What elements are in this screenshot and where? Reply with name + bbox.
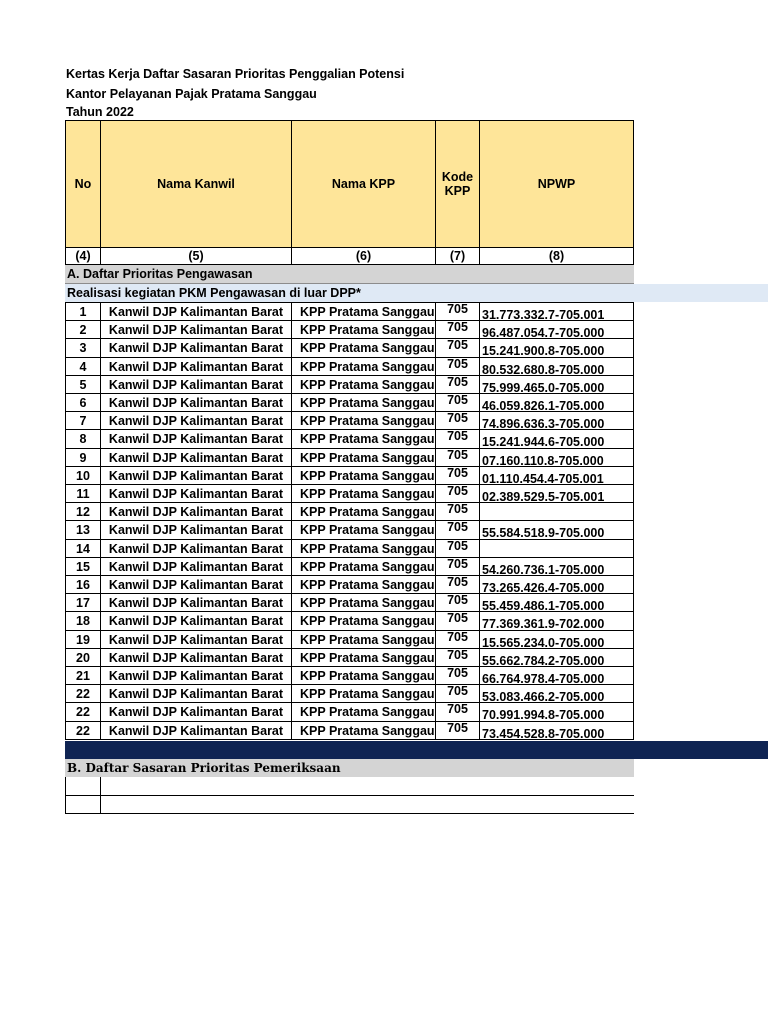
row-no: 1 xyxy=(65,302,101,321)
col-number-8: (8) xyxy=(479,247,634,265)
row-kanwil: Kanwil DJP Kalimantan Barat xyxy=(100,611,292,631)
row-kanwil: Kanwil DJP Kalimantan Barat xyxy=(100,429,292,449)
row-kode-kpp: 705 xyxy=(435,721,480,740)
row-npwp: 02.389.529.5-705.001 xyxy=(479,484,634,503)
row-kode-kpp: 705 xyxy=(435,502,480,521)
row-npwp: 96.487.054.7-705.000 xyxy=(479,320,634,339)
row-kode-kpp: 705 xyxy=(435,539,480,558)
row-kode-kpp: 705 xyxy=(435,411,480,430)
row-kanwil: Kanwil DJP Kalimantan Barat xyxy=(100,593,292,612)
row-no: 11 xyxy=(65,484,101,503)
header-kode-kpp: Kode KPP xyxy=(435,120,480,248)
row-npwp: 77.369.361.9-702.000 xyxy=(479,611,634,631)
row-npwp: 31.773.332.7-705.001 xyxy=(479,302,634,321)
row-npwp: 73.265.426.4-705.000 xyxy=(479,575,634,594)
section-a-heading: A. Daftar Prioritas Pengawasan xyxy=(65,265,634,284)
section-b-row-line xyxy=(65,795,634,796)
row-kpp: KPP Pratama Sanggau xyxy=(291,520,436,540)
row-kpp: KPP Pratama Sanggau xyxy=(291,575,436,594)
header-no: No xyxy=(65,120,101,248)
row-kanwil: Kanwil DJP Kalimantan Barat xyxy=(100,630,292,649)
row-kanwil: Kanwil DJP Kalimantan Barat xyxy=(100,539,292,558)
row-npwp: 46.059.826.1-705.000 xyxy=(479,393,634,412)
row-kode-kpp: 705 xyxy=(435,338,480,358)
row-npwp xyxy=(479,539,634,558)
row-kanwil: Kanwil DJP Kalimantan Barat xyxy=(100,557,292,576)
row-no: 6 xyxy=(65,393,101,412)
row-kode-kpp: 705 xyxy=(435,684,480,703)
office-title: Kantor Pelayanan Pajak Pratama Sanggau xyxy=(66,87,317,101)
row-kpp: KPP Pratama Sanggau xyxy=(291,611,436,631)
row-kanwil: Kanwil DJP Kalimantan Barat xyxy=(100,666,292,685)
row-kanwil: Kanwil DJP Kalimantan Barat xyxy=(100,338,292,358)
row-npwp: 80.532.680.8-705.000 xyxy=(479,357,634,376)
row-kpp: KPP Pratama Sanggau xyxy=(291,630,436,649)
row-kanwil: Kanwil DJP Kalimantan Barat xyxy=(100,375,292,394)
year-title: Tahun 2022 xyxy=(66,105,134,119)
row-no: 22 xyxy=(65,721,101,740)
row-npwp: 73.454.528.8-705.000 xyxy=(479,721,634,740)
row-kanwil: Kanwil DJP Kalimantan Barat xyxy=(100,648,292,667)
row-no: 15 xyxy=(65,557,101,576)
row-no: 22 xyxy=(65,702,101,722)
document-title: Kertas Kerja Daftar Sasaran Prioritas Penggalian Potensi xyxy=(66,67,405,81)
row-kode-kpp: 705 xyxy=(435,357,480,376)
row-npwp: 70.991.994.8-705.000 xyxy=(479,702,634,722)
row-no: 10 xyxy=(65,466,101,485)
row-kpp: KPP Pratama Sanggau xyxy=(291,320,436,339)
row-kode-kpp: 705 xyxy=(435,557,480,576)
row-npwp: 55.584.518.9-705.000 xyxy=(479,520,634,540)
row-kpp: KPP Pratama Sanggau xyxy=(291,666,436,685)
row-npwp: 15.565.234.0-705.000 xyxy=(479,630,634,649)
row-kode-kpp: 705 xyxy=(435,484,480,503)
row-kanwil: Kanwil DJP Kalimantan Barat xyxy=(100,320,292,339)
row-no: 7 xyxy=(65,411,101,430)
row-npwp: 53.083.466.2-705.000 xyxy=(479,684,634,703)
row-npwp: 55.662.784.2-705.000 xyxy=(479,648,634,667)
row-kode-kpp: 705 xyxy=(435,375,480,394)
row-kpp: KPP Pratama Sanggau xyxy=(291,429,436,449)
row-no: 18 xyxy=(65,611,101,631)
row-kpp: KPP Pratama Sanggau xyxy=(291,411,436,430)
row-kpp: KPP Pratama Sanggau xyxy=(291,539,436,558)
row-no: 19 xyxy=(65,630,101,649)
row-kanwil: Kanwil DJP Kalimantan Barat xyxy=(100,411,292,430)
row-no: 17 xyxy=(65,593,101,612)
row-npwp: 07.160.110.8-705.000 xyxy=(479,448,634,467)
row-npwp: 01.110.454.4-705.001 xyxy=(479,466,634,485)
row-npwp: 55.459.486.1-705.000 xyxy=(479,593,634,612)
row-kpp: KPP Pratama Sanggau xyxy=(291,484,436,503)
row-kanwil: Kanwil DJP Kalimantan Barat xyxy=(100,357,292,376)
row-kpp: KPP Pratama Sanggau xyxy=(291,393,436,412)
row-kode-kpp: 705 xyxy=(435,648,480,667)
row-kanwil: Kanwil DJP Kalimantan Barat xyxy=(100,466,292,485)
row-kode-kpp: 705 xyxy=(435,448,480,467)
row-kode-kpp: 705 xyxy=(435,320,480,339)
row-kode-kpp: 705 xyxy=(435,702,480,722)
row-kpp: KPP Pratama Sanggau xyxy=(291,684,436,703)
row-no: 21 xyxy=(65,666,101,685)
col-number-7: (7) xyxy=(435,247,480,265)
row-kanwil: Kanwil DJP Kalimantan Barat xyxy=(100,721,292,740)
row-kpp: KPP Pratama Sanggau xyxy=(291,648,436,667)
row-kanwil: Kanwil DJP Kalimantan Barat xyxy=(100,302,292,321)
row-kode-kpp: 705 xyxy=(435,666,480,685)
row-no: 22 xyxy=(65,684,101,703)
row-kanwil: Kanwil DJP Kalimantan Barat xyxy=(100,393,292,412)
row-kanwil: Kanwil DJP Kalimantan Barat xyxy=(100,684,292,703)
row-no: 12 xyxy=(65,502,101,521)
row-no: 3 xyxy=(65,338,101,358)
row-no: 5 xyxy=(65,375,101,394)
row-kpp: KPP Pratama Sanggau xyxy=(291,338,436,358)
row-kode-kpp: 705 xyxy=(435,520,480,540)
section-b-heading: B. Daftar Sasaran Prioritas Pemeriksaan xyxy=(65,759,634,777)
section-divider-band xyxy=(65,741,768,759)
col-number-5: (5) xyxy=(100,247,292,265)
subsection-a-heading: Realisasi kegiatan PKM Pengawasan di luar DPP* xyxy=(65,284,768,302)
row-kode-kpp: 705 xyxy=(435,302,480,321)
row-kpp: KPP Pratama Sanggau xyxy=(291,721,436,740)
row-kpp: KPP Pratama Sanggau xyxy=(291,466,436,485)
row-kanwil: Kanwil DJP Kalimantan Barat xyxy=(100,575,292,594)
row-npwp: 75.999.465.0-705.000 xyxy=(479,375,634,394)
row-npwp: 74.896.636.3-705.000 xyxy=(479,411,634,430)
row-kode-kpp: 705 xyxy=(435,393,480,412)
row-no: 13 xyxy=(65,520,101,540)
header-npwp: NPWP xyxy=(479,120,634,248)
row-kanwil: Kanwil DJP Kalimantan Barat xyxy=(100,484,292,503)
row-npwp: 66.764.978.4-705.000 xyxy=(479,666,634,685)
row-kanwil: Kanwil DJP Kalimantan Barat xyxy=(100,702,292,722)
section-b-row-line xyxy=(65,813,634,814)
row-kpp: KPP Pratama Sanggau xyxy=(291,302,436,321)
row-no: 20 xyxy=(65,648,101,667)
row-kpp: KPP Pratama Sanggau xyxy=(291,702,436,722)
col-number-4: (4) xyxy=(65,247,101,265)
col-number-6: (6) xyxy=(291,247,436,265)
row-npwp: 15.241.900.8-705.000 xyxy=(479,338,634,358)
row-kpp: KPP Pratama Sanggau xyxy=(291,375,436,394)
header-kanwil: Nama Kanwil xyxy=(100,120,292,248)
row-no: 14 xyxy=(65,539,101,558)
row-no: 16 xyxy=(65,575,101,594)
row-kanwil: Kanwil DJP Kalimantan Barat xyxy=(100,520,292,540)
row-npwp xyxy=(479,502,634,521)
row-no: 2 xyxy=(65,320,101,339)
row-kode-kpp: 705 xyxy=(435,429,480,449)
row-kpp: KPP Pratama Sanggau xyxy=(291,593,436,612)
row-kpp: KPP Pratama Sanggau xyxy=(291,502,436,521)
row-kpp: KPP Pratama Sanggau xyxy=(291,357,436,376)
row-kpp: KPP Pratama Sanggau xyxy=(291,557,436,576)
row-no: 9 xyxy=(65,448,101,467)
row-kpp: KPP Pratama Sanggau xyxy=(291,448,436,467)
row-kode-kpp: 705 xyxy=(435,630,480,649)
row-no: 8 xyxy=(65,429,101,449)
row-kode-kpp: 705 xyxy=(435,575,480,594)
row-npwp: 54.260.736.1-705.000 xyxy=(479,557,634,576)
row-npwp: 15.241.944.6-705.000 xyxy=(479,429,634,449)
row-kode-kpp: 705 xyxy=(435,466,480,485)
row-kanwil: Kanwil DJP Kalimantan Barat xyxy=(100,448,292,467)
row-kode-kpp: 705 xyxy=(435,611,480,631)
row-no: 4 xyxy=(65,357,101,376)
row-kanwil: Kanwil DJP Kalimantan Barat xyxy=(100,502,292,521)
header-kpp: Nama KPP xyxy=(291,120,436,248)
row-kode-kpp: 705 xyxy=(435,593,480,612)
